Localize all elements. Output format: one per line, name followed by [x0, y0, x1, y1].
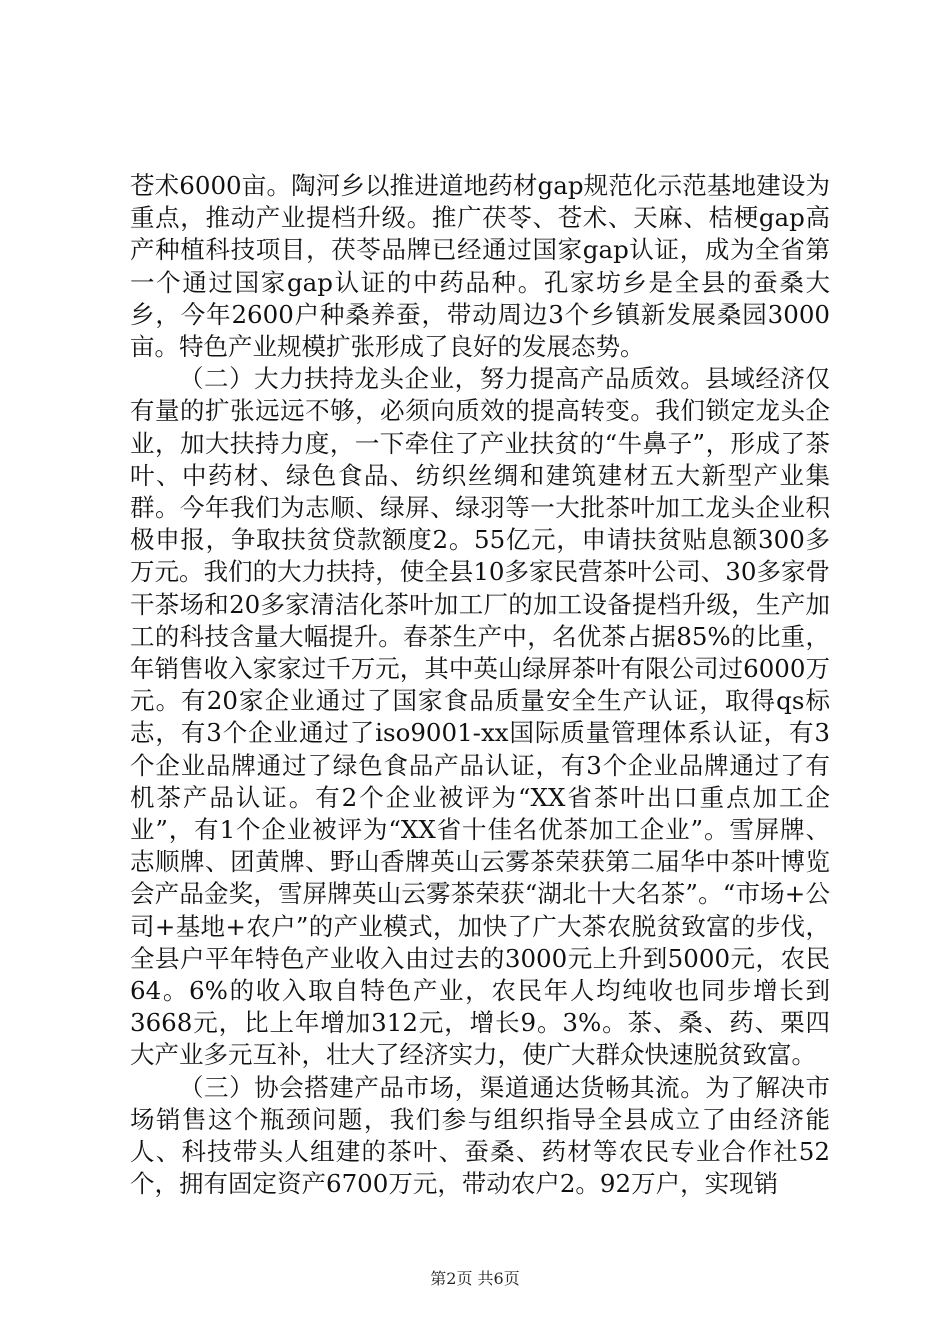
page-number-footer: 第2页 共6页	[430, 1269, 520, 1288]
paragraph-continuation: 苍术6000亩。陶河乡以推进道地药材gap规范化示范基地建设为重点，推动产业提档升级。推广茯苓、苍术、天麻、桔梗gap高产种植科技项目，茯苓品牌已经通过国家gap认证，成为全省第一个通过国家gap认证的中药品种。孔家坊乡是全县的蚕桑大乡，今年2600户种桑养蚕，带动周边3个乡镇新发展桑园3000亩。特色产业规模扩张形成了良好的发展态势。	[130, 171, 830, 362]
paragraph-leading-enterprises: （二）大力扶持龙头企业，努力提高产品质效。县域经济仅有量的扩张远远不够，必须向质效的提高转变。我们锁定龙头企业，加大扶持力度，一下牵住了产业扶贫的“牛鼻子”，形成了茶叶、中药材、绿色食品、纺织丝绸和建筑建材五大新型产业集群。今年我们为志顺、绿屏、绿羽等一大批茶叶加工龙头企业积极申报，争取扶贫贷款额度2。55亿元，申请扶贫贴息额300多万元。我们的大力扶持，使全县10多家民营茶叶公司、30多家骨干茶场和20多家清洁化茶叶加工厂的加工设备提档升级，生产加工的科技含量大幅提升。春茶生产中，名优茶占据85%的比重，年销售收入家家过千万元，其中英山绿屏茶叶有限公司过6000万元。有20家企业通过了国家食品质量安全生产认证，取得qs标志，有3个企业通过了iso9001-xx国际质量管理体系认证，有3个企业品牌通过了绿色食品产品认证，有3个企业品牌通过了有机茶产品认证。有2个企业被评为“XX省茶叶出口重点加工企业”，有1个企业被评为“XX省十佳名优茶加工企业”。雪屏牌、志顺牌、团黄牌、野山香牌英山云雾茶荣获第二届华中茶叶博览会产品金奖，雪屏牌英山云雾茶荣获“湖北十大名茶”。“市场+公司+基地+农户”的产业模式，加快了广大茶农脱贫致富的步伐，全县户平年特色产业收入由过去的3000元上升到5000元，农民64。6%的收入取自特色产业，农民年人均纯收也同步增长到3668元，比上年增加312元，增长9。3%。茶、桑、药、栗四大产业多元互补，壮大了经济实力，使广大群众快速脱贫致富。	[130, 364, 830, 1070]
paragraph-association-market: （三）协会搭建产品市场，渠道通达货畅其流。为了解决市场销售这个瓶颈问题，我们参与组织指导全县成立了由经济能人、科技带头人组建的茶叶、蚕桑、药材等农民专业合作社52个，拥有固定资产6700万元，带动农户2。92万户，实现销	[130, 1072, 830, 1199]
document-body	[130, 170, 830, 1201]
